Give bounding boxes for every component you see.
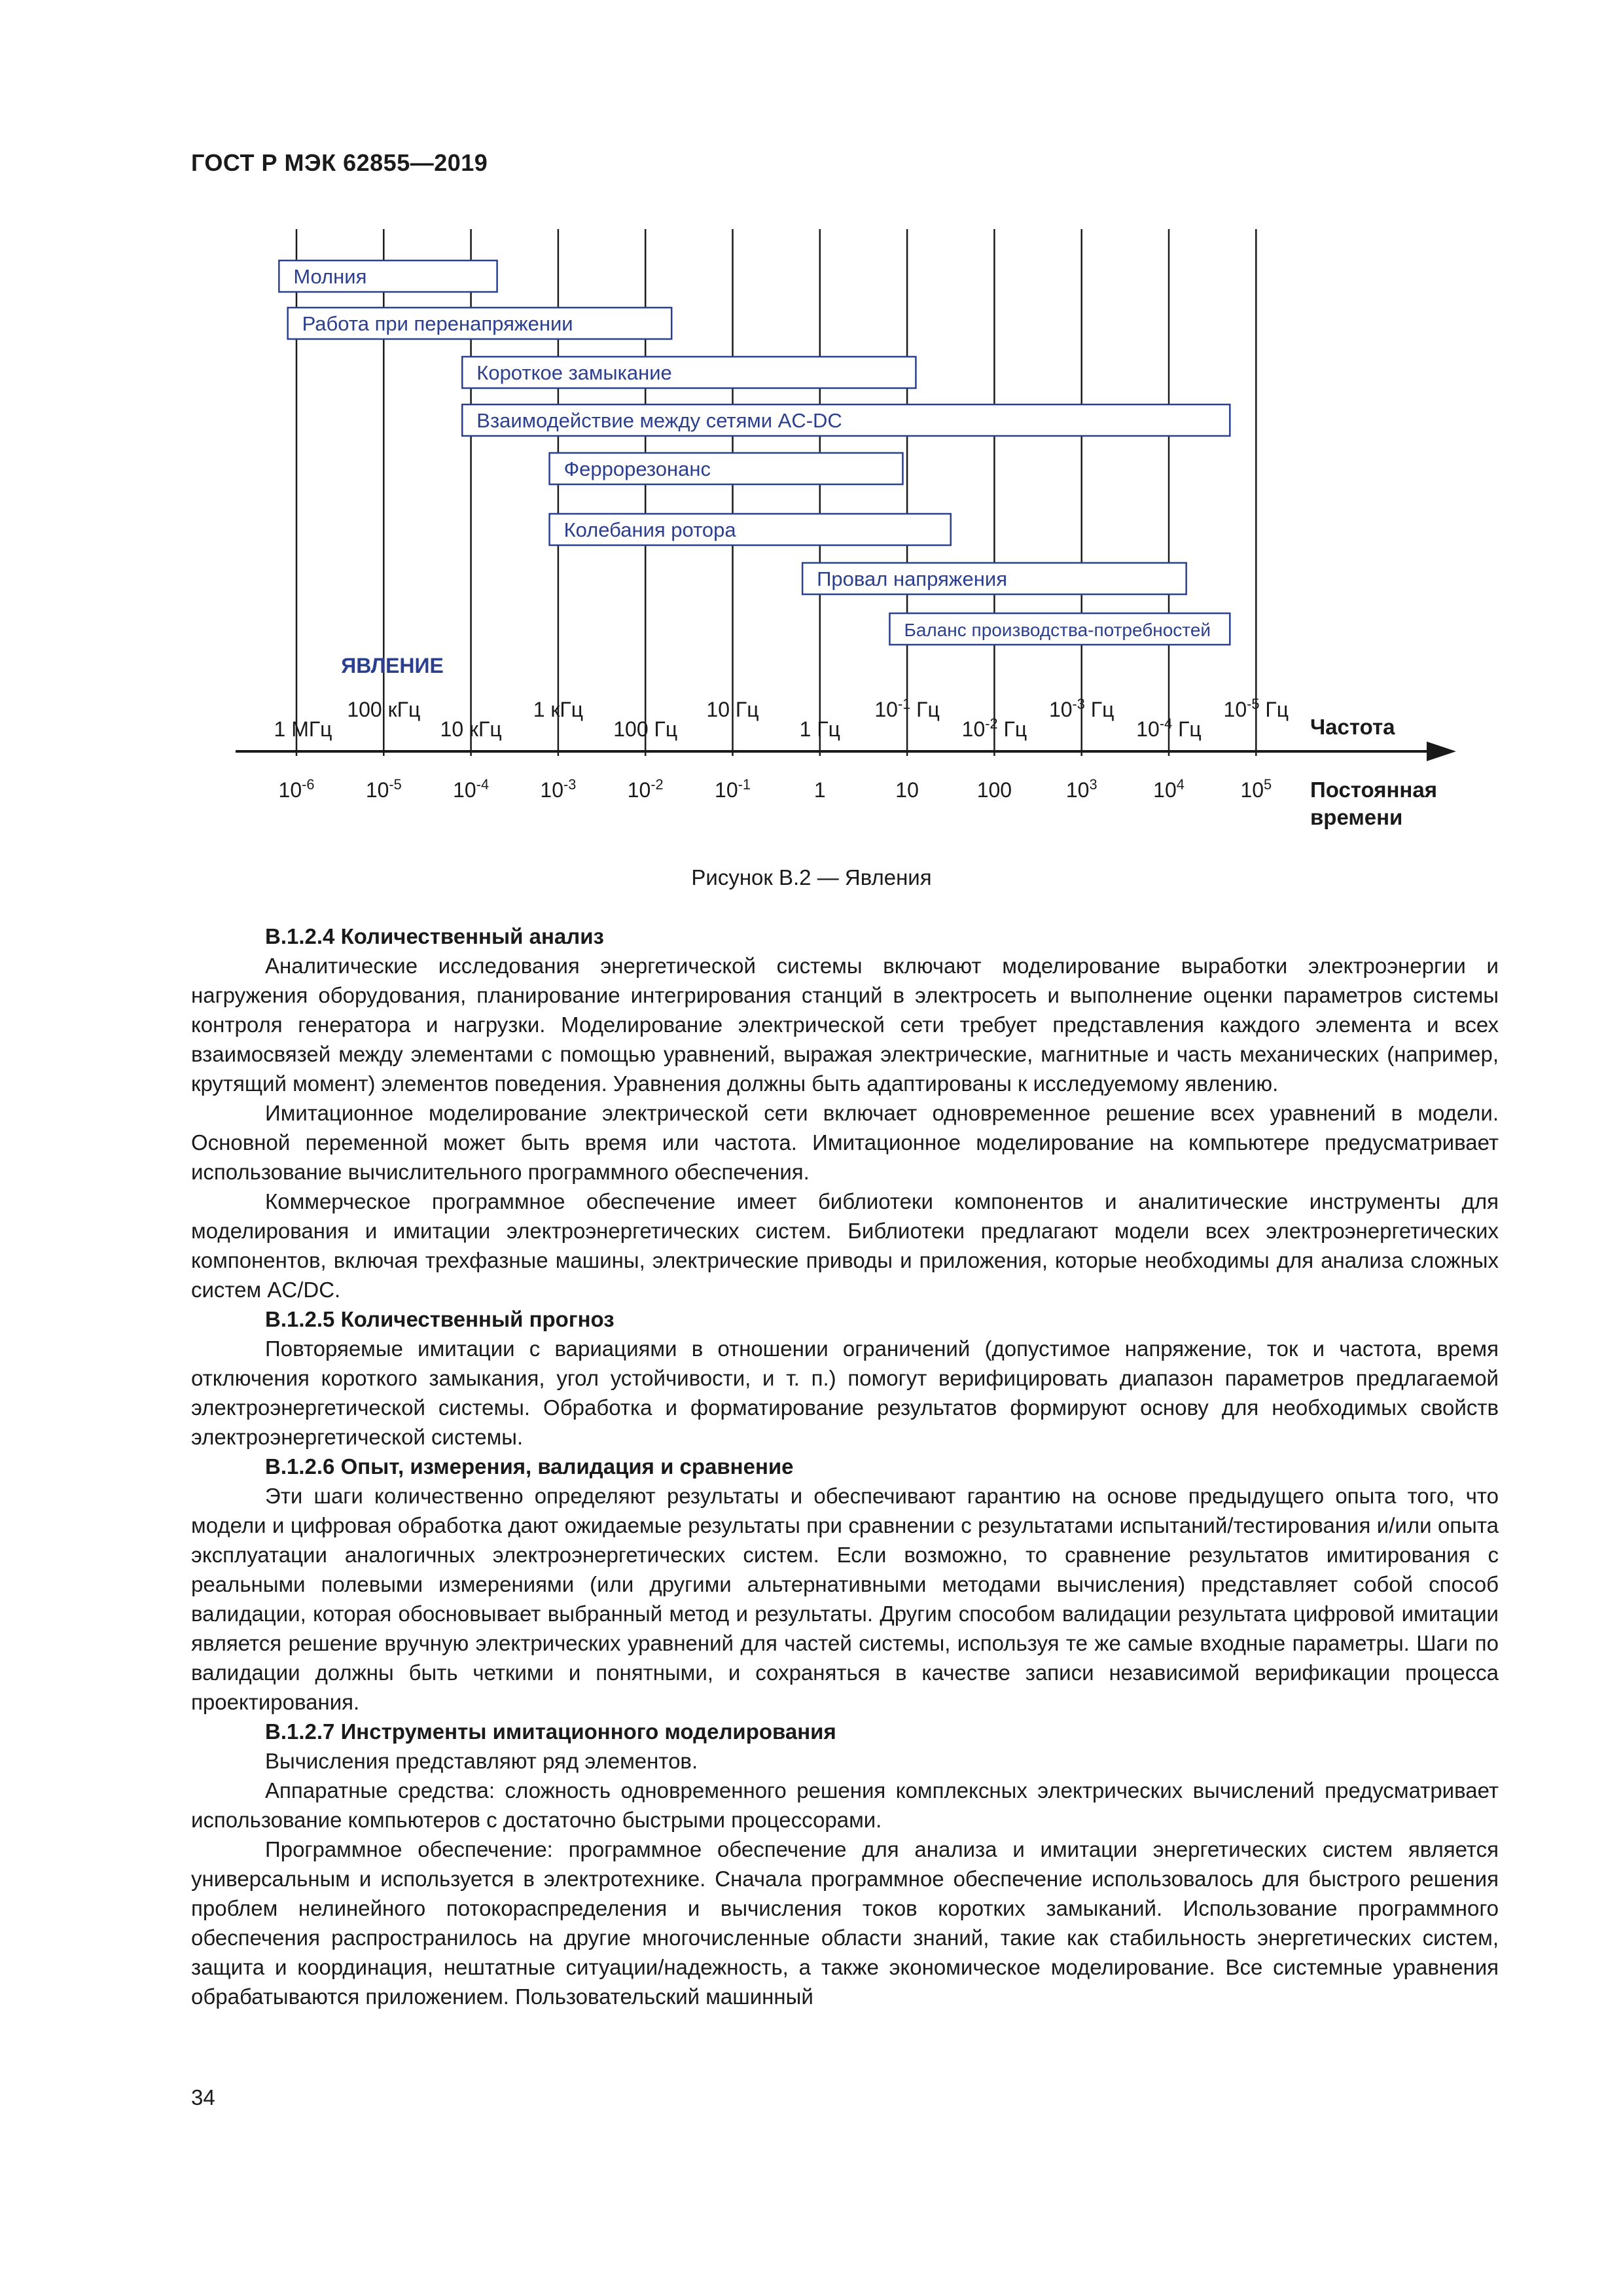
phenomenon-bar-label: Колебания ротора [563, 518, 736, 541]
frequency-tick-label: 10 Гц [706, 698, 759, 721]
phenomenon-axis-label: ЯВЛЕНИЕ [341, 654, 444, 677]
phenomenon-bar-label: Провал напряжения [817, 567, 1007, 590]
section-heading-b125: В.1.2.5 Количественный прогноз [265, 1307, 615, 1331]
frequency-tick-label: 1 Гц [799, 717, 840, 741]
phenomenon-bar-label: Феррорезонанс [563, 457, 711, 480]
section-heading-b124: В.1.2.4 Количественный анализ [265, 924, 604, 948]
time-constant-axis-label: времени [1310, 805, 1403, 829]
section-heading-b127: В.1.2.7 Инструменты имитационного моделирования [265, 1719, 836, 1744]
phenomenon-bar-label: Баланс производства-потребностей [904, 620, 1211, 640]
phenomena-figure [0, 0, 1623, 864]
page-number: 34 [191, 2085, 215, 2109]
frequency-tick-label: 1 МГц [274, 717, 332, 741]
time-constant-axis-label: Постоянная [1310, 778, 1437, 802]
paragraph: Имитационное моделирование электрической сети включает одновременное решение всех уравнений в модели. Основной переменной может быть время или частота. Имитационное моделирование на компьютере предусматривает использование вычислительного программного обеспечения. [191, 1101, 1499, 1184]
time-constant-tick-label: $10^{-3}$ [540, 776, 577, 802]
phenomenon-bar-label: Короткое замыкание [476, 361, 672, 384]
paragraph: Вычисления представляют ряд элементов. [265, 1749, 698, 1773]
frequency-tick-label: 10 кГц [440, 717, 502, 741]
time-constant-tick-label: $10^{-6}$ [278, 776, 315, 802]
section-heading-b126: В.1.2.6 Опыт, измерения, валидация и сравнение [265, 1454, 794, 1479]
frequency-tick-label: 100 Гц [613, 717, 678, 741]
paragraph: Аналитические исследования энергетической системы включают моделирование выработки электроэнергии и нагружения оборудования, планирование интегрирования станций в электросеть и выполнение оценки параметров системы контроля генератора и нагрузки. Моделирование электрической сети требует представления каждого элемента и всех взаимосвязей между элементами с помощью уравнений, выражая электрические, магнитные и часть механических (например, крутящий момент) элементов поведения. Уравнения должны быть адаптированы к исследуемому явлению. [191, 954, 1499, 1096]
paragraph: Коммерческое программное обеспечение имеет библиотеки компонентов и аналитические инструменты для моделирования и имитации электроэнергетических систем. Библиотеки предлагают модели всех электроэнергетических компонентов, включая трехфазные машины, электрические приводы и приложения, которые необходимы для анализа сложных систем AC/DC. [191, 1189, 1499, 1302]
frequency-tick-label: $10^{-1}$ Гц [874, 695, 940, 721]
standard-header: ГОСТ Р МЭК 62855—2019 [191, 149, 488, 176]
axis-arrowhead [1427, 742, 1456, 761]
phenomenon-bar-label: Молния [293, 265, 367, 288]
paragraph: Повторяемые имитации с вариациями в отношении ограничений (допустимое напряжение, ток и частота, время отключения короткого замыкания, угол устойчивости, и т. п.) помогут верифицировать диапазон параметров предлагаемой электроэнергетической системы. Обработка и форматирование результатов формируют основу для необходимых свойств электроэнергетической системы. [191, 1336, 1499, 1449]
document-body [191, 922, 1499, 2011]
time-constant-tick-label: 10 [895, 778, 919, 802]
frequency-tick-label: 1 кГц [533, 698, 584, 721]
frequency-tick-label: $10^{-2}$ Гц [961, 715, 1027, 741]
phenomenon-bar-label: Взаимодействие между сетями AC-DC [476, 409, 842, 432]
frequency-tick-label: $10^{-4}$ Гц [1136, 715, 1202, 741]
figure-caption: Рисунок В.2 — Явления [691, 865, 932, 889]
time-constant-tick-label: 100 [976, 778, 1012, 802]
frequency-tick-label: $10^{-3}$ Гц [1048, 695, 1115, 721]
time-constant-tick-label: $10^3$ [1065, 776, 1097, 802]
time-constant-tick-label: $10^{-1}$ [715, 776, 751, 802]
time-constant-tick-label: $10^5$ [1240, 776, 1272, 802]
frequency-tick-label: $10^{-5}$ Гц [1223, 695, 1289, 721]
time-constant-tick-label: $10^4$ [1153, 776, 1185, 802]
frequency-axis-label: Частота [1310, 715, 1395, 739]
paragraph: Эти шаги количественно определяют результаты и обеспечивают гарантию на основе предыдущего опыта того, что модели и цифровая обработка дают ожидаемые результаты при сравнении с результатами испытаний/тестирования и/или опыта эксплуатации аналогичных электроэнергетических систем. Если возможно, то сравнение результатов имитирования с реальными полевыми измерениями (или другими альтернативными методами вычисления) представляет собой способ валидации, которая обосновывает выбранный метод и результаты. Другим способом валидации результата цифровой имитации является решение вручную электрических уравнений для частей системы, используя те же самые входные параметры. Шаги по валидации должны быть четкими и понятными, и сохраняться в качестве записи независимой верификации процесса проектирования. [191, 1484, 1499, 1714]
time-constant-tick-label: $10^{-5}$ [365, 776, 402, 802]
paragraph: Аппаратные средства: сложность одновременного решения комплексных электрических вычислений предусматривает использование компьютеров с достаточно быстрыми процессорами. [191, 1778, 1499, 1832]
time-constant-tick-label: 1 [813, 778, 826, 802]
time-constant-tick-label: $10^{-2}$ [627, 776, 664, 802]
frequency-tick-label: 100 кГц [347, 698, 421, 721]
time-constant-tick-label: $10^{-4}$ [453, 776, 490, 802]
phenomenon-bar-label: Работа при перенапряжении [302, 312, 573, 335]
paragraph: Программное обеспечение: программное обеспечение для анализа и имитации энергетических систем является универсальным и используется в электротехнике. Сначала программное обеспечение использовалось для быстрого решения проблем нелинейного потокораспределения и вычисления токов коротких замыканий. Использование программного обеспечения распространилось на другие многочисленные области знаний, такие как стабильность энергетических систем, защита и координация, нештатные ситуации/надежность, а также экономическое моделирование. Все системные уравнения обрабатываются приложением. Пользовательский машинный [191, 1837, 1499, 2009]
